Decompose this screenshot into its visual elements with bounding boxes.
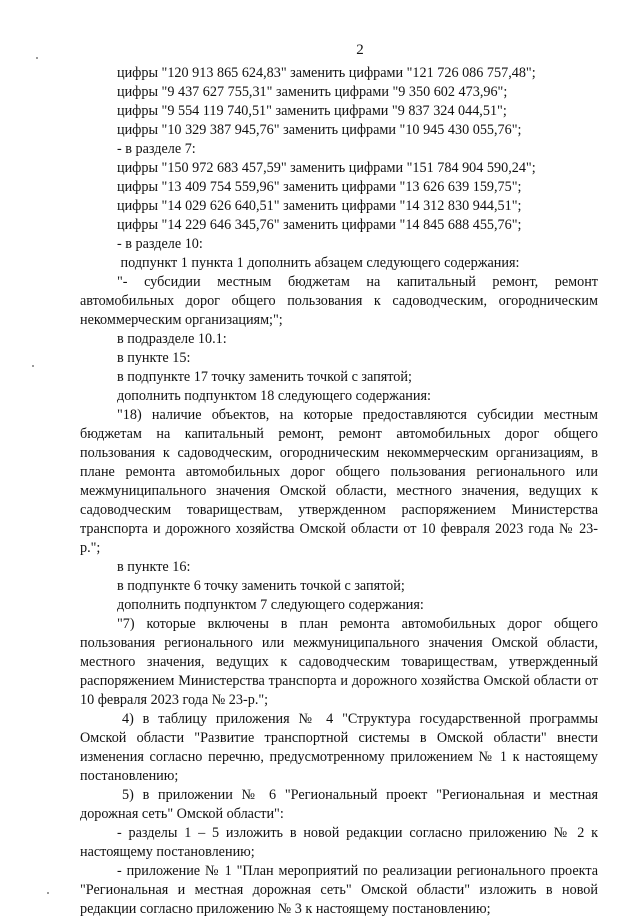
scan-speck	[47, 892, 49, 894]
text-line: в пункте 15:	[117, 350, 191, 366]
text-line: в пункте 16:	[117, 559, 191, 575]
paragraph-item-5: 5) в приложении № 6 "Региональный проект "Региональная и местная дорожная сеть" Омской области":	[80, 787, 598, 822]
text-line: в подпункте 17 точку заменить точкой с запятой;	[117, 369, 412, 385]
text-line: цифры "9 437 627 755,31" заменить цифрами "9 350 602 473,96";	[117, 84, 508, 100]
text-line: цифры "120 913 865 624,83" заменить цифрами "121 726 086 757,48";	[117, 65, 536, 81]
page-number: 2	[356, 42, 364, 58]
text-line: цифры "9 554 119 740,51" заменить цифрами "9 837 324 044,51";	[117, 103, 507, 119]
document-body	[80, 64, 598, 919]
text-line: - в разделе 10:	[117, 236, 203, 252]
text-line: цифры "13 409 754 559,96" заменить цифрами "13 626 639 159,75";	[117, 179, 522, 195]
text-line: цифры "14 029 626 640,51" заменить цифрами "14 312 830 944,51";	[117, 198, 522, 214]
paragraph-item-4: 4) в таблицу приложения № 4 "Структура государственной программы Омской области "Развитие транспортной системы в Омской области" внести изменения согласно перечню, предусмотренному приложением № 1 к настоящему постановлению;	[80, 711, 598, 784]
text-line: - в разделе 7:	[117, 141, 196, 157]
text-line: цифры "150 972 683 457,59" заменить цифрами "151 784 904 590,24";	[117, 160, 536, 176]
text-line: в подразделе 10.1:	[117, 331, 227, 347]
paragraph-subpoint-18: "18) наличие объектов, на которые предоставляются субсидии местным бюджетам на капитальный ремонт, ремонт автомобильных дорог общего пользования к садоводческим, огородническим некоммерческим организациям, в плане ремонта автомобильных дорог общего пользования регионального или межмуниципального значения Омской области, местного значения, ведущих к садоводческим товариществам, утвержденном распоряжением Министерства транспорта и дорожного хозяйства Омской области от 10 февраля 2023 года № 23-р.";	[80, 407, 598, 556]
scan-speck	[32, 365, 34, 367]
text-line: цифры "14 229 646 345,76" заменить цифрами "14 845 688 455,76";	[117, 217, 522, 233]
text-line: подпункт 1 пункта 1 дополнить абзацем следующего содержания:	[117, 255, 520, 271]
text-line: дополнить подпунктом 7 следующего содержания:	[117, 597, 424, 613]
scan-speck	[36, 57, 38, 59]
text-line: в подпункте 6 точку заменить точкой с запятой;	[117, 578, 405, 594]
paragraph-sections: - разделы 1 – 5 изложить в новой редакции согласно приложению № 2 к настоящему постановлению;	[80, 825, 598, 860]
text-line: цифры "10 329 387 945,76" заменить цифрами "10 945 430 055,76";	[117, 122, 522, 138]
paragraph-subpoint-7: "7) которые включены в план ремонта автомобильных дорог общего пользования регионального или межмуниципального значения Омской области, местного значения, ведущих к садоводческим товариществам, утвержденный распоряжением Министерства транспорта и дорожного хозяйства Омской области от 10 февраля 2023 года № 23-р.";	[80, 616, 598, 708]
paragraph-annex: - приложение № 1 "План мероприятий по реализации регионального проекта "Региональная и местная дорожная сеть" Омской области" изложить в новой редакции согласно приложению № 3 к настоящему постановлению;	[80, 863, 598, 917]
paragraph-subsidy: "- субсидии местным бюджетам на капитальный ремонт, ремонт автомобильных дорог общего пользования к садоводческим, огородническим некоммерческим организациям;";	[80, 274, 598, 328]
text-line: дополнить подпунктом 18 следующего содержания:	[117, 388, 431, 404]
